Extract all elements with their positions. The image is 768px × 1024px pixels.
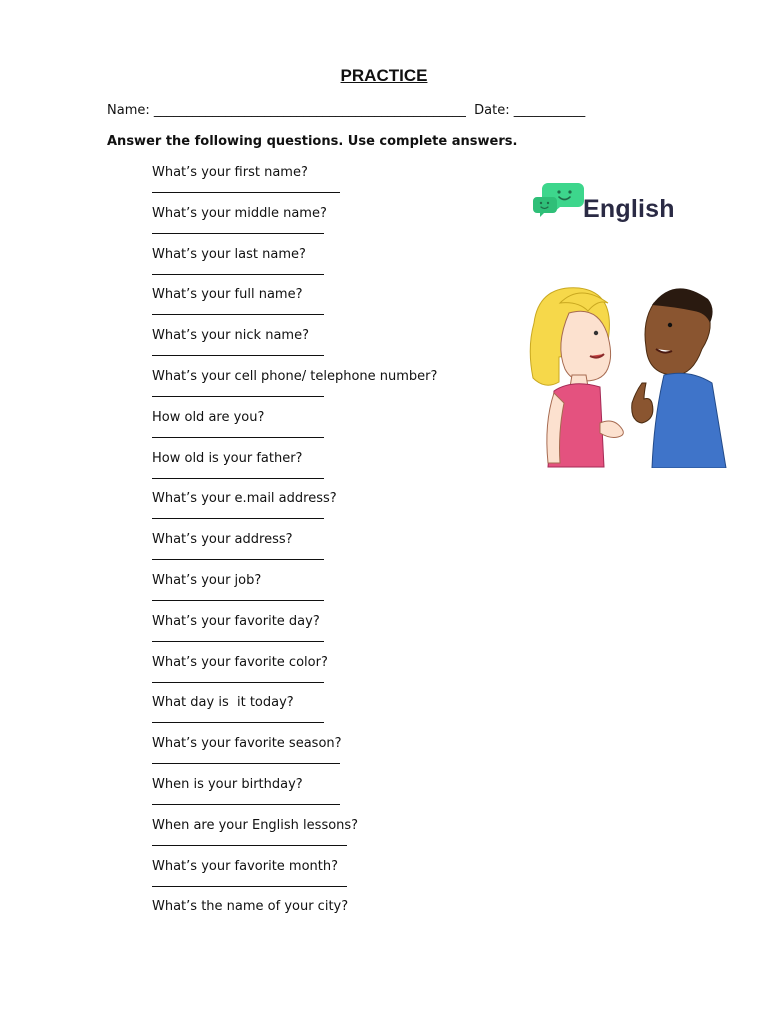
question-item [0,859,520,899]
question-item [0,736,520,776]
answer-line[interactable] [152,396,324,397]
answer-line[interactable] [152,518,324,519]
question-item [0,287,520,327]
answer-line[interactable] [152,314,324,315]
answer-line[interactable] [152,478,324,479]
question-item [0,573,520,613]
question-text: What’s your address? [152,532,293,548]
question-item [0,206,520,246]
question-item [0,491,520,531]
answer-line[interactable] [152,845,347,846]
answer-line[interactable] [152,437,324,438]
question-item [0,818,520,858]
question-text: What’s your first name? [152,165,308,180]
answer-line[interactable] [152,559,324,560]
answer-line[interactable] [152,804,340,805]
answer-line[interactable] [152,274,324,275]
question-item [0,614,520,654]
question-text: What’s the name of your city? [152,899,349,915]
instructions: Answer the following questions. Use complete answers. [107,134,518,149]
question-text: What’s your favorite color? [152,654,328,670]
name-date-line[interactable]: Name: ________________________________________________ Date: ___________ [107,103,586,118]
question-item [0,369,520,409]
question-item [0,899,520,939]
question-text: What’s your e.mail address? [152,491,337,507]
speech-bubbles-icon [532,181,588,221]
question-text: How old is your father? [152,450,303,466]
question-text: What day is it today? [152,695,294,711]
answer-line[interactable] [152,600,324,601]
question-text: What’s your favorite day? [152,613,320,629]
question-text: How old are you? [152,409,265,425]
answer-line[interactable] [152,233,324,234]
question-text: What’s your job? [152,573,262,588]
question-item [0,410,520,450]
question-item [0,695,520,735]
answer-line[interactable] [152,682,324,683]
logo-text: English [583,195,675,223]
english-logo [532,181,692,231]
answer-line[interactable] [152,641,324,642]
question-text: What’s your favorite month? [152,858,339,874]
question-text: What’s your middle name? [152,205,327,221]
question-item [0,777,520,817]
answer-line[interactable] [152,886,347,887]
page-title: PRACTICE [340,66,428,85]
question-text: What’s your last name? [152,246,306,262]
answer-line[interactable] [152,192,340,193]
question-item [0,532,520,572]
question-item [0,655,520,695]
two-people-talking-illustration [524,283,729,468]
question-text: What’s your full name? [152,287,303,303]
question-item [0,451,520,491]
answer-line[interactable] [152,763,340,764]
question-item [0,247,520,287]
question-text: What’s your cell phone/ telephone number? [152,369,438,384]
question-item [0,165,520,205]
answer-line[interactable] [152,722,324,723]
question-text: What’s your nick name? [152,328,309,344]
answer-line[interactable] [152,355,324,356]
question-text: When is your birthday? [152,777,303,792]
question-text: When are your English lessons? [152,817,359,833]
question-item [0,328,520,368]
question-text: What’s your favorite season? [152,736,342,752]
